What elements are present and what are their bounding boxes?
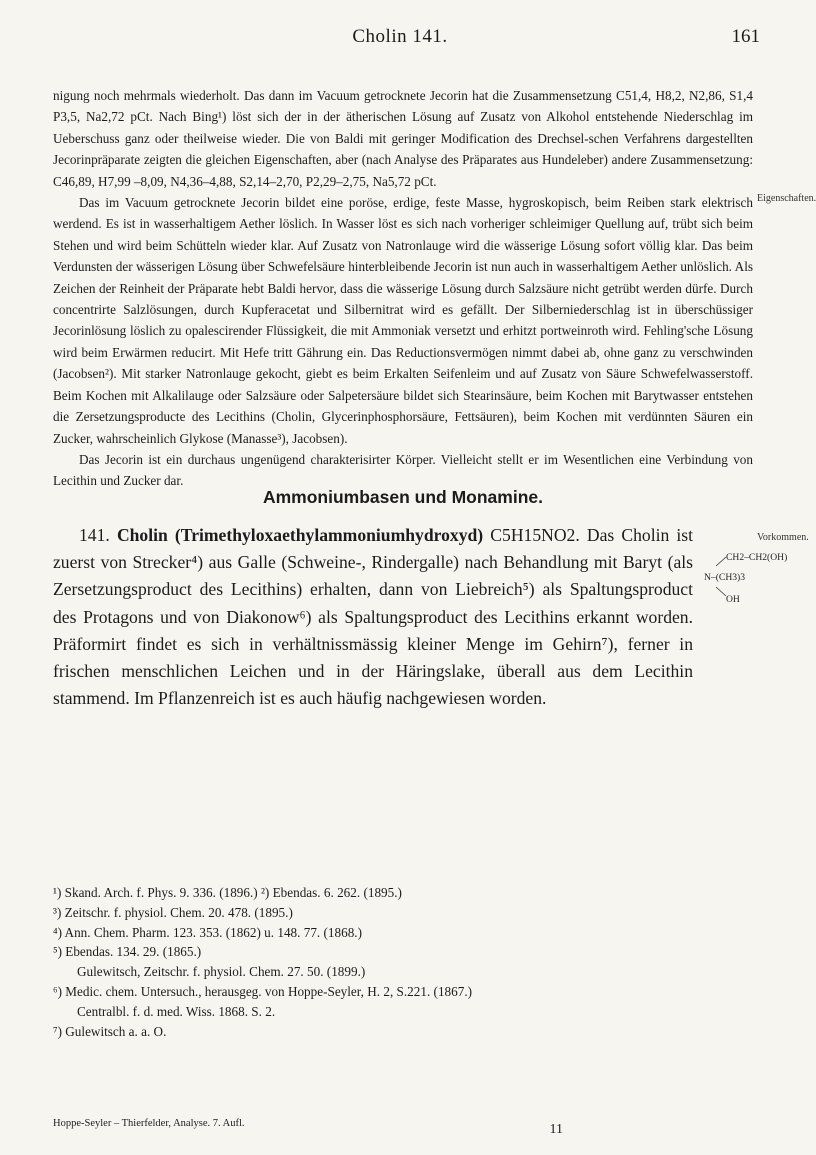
cholin-paragraph xyxy=(53,522,693,712)
paragraph-jecorin-properties: Das im Vacuum getrocknete Jecorin bildet eine poröse, erdige, feste Masse, hygroskopisch, beim Reiben stark elektrisch werdend. Es ist in wasserhaltigem Aether löslich. In Wasser löst es sich nach vorheriger schleimiger Quellung auf, trübt sich beim Stehen und wird beim Schütteln wieder klar. Auf Zusatz von Natronlauge wird die wässerige Lösung sofort völlig klar. Das beim Verdunsten der wässerigen Lösung über Schwefelsäure hinterbleibende Jecorin ist nun auch in wasserhaltigem Aether unlöslich. Als Zeichen der Reinheit der Präparate hebt Baldi hervor, dass die wässerige Lösung durch Salzsäure nicht getrübt werden dürfe. Durch concentrirte Salzlösungen, durch Kupferacetat und Silbernitrat wird es gefällt. Der Silberniederschlag ist in überschüssiger Jecorinlösung löslich zu opalescirender Flüssigkeit, die mit Ammoniak versetzt und erhitzt portweinroth wird. Fehling'sche Lösung wird beim Erwärmen reducirt. Mit Hefe tritt Gährung ein. Das Reductionsvermögen nimmt dabei ab, ohne ganz zu verschwinden (Jacobsen²). Mit starker Natronlauge gekocht, giebt es beim Erkalten Seifenleim und auf Zusatz von Säure Schwefelwasserstoff. Beim Kochen mit Alkalilauge oder Salzsäure oder Salpetersäure bildet sich Stearinsäure, beim Kochen mit Barytwasser entstehen die Zersetzungsproducte des Lecithins (Cholin, Glycerinphosphorsäure, Fettsäuren), beim Kochen mit verdünnten Säuren ein Zucker, wahrscheinlich Glykose (Manasse³), Jacobsen). xyxy=(53,195,753,446)
footnote: ⁶) Medic. chem. Untersuch., herausgeg. von Hoppe-Seyler, H. 2, S.221. (1867.) xyxy=(53,983,473,999)
footnote: ⁴) Ann. Chem. Pharm. 123. 353. (1862) u. 148. 77. (1868.) xyxy=(53,924,362,940)
cholin-text: Das Cholin ist zuerst von Strecker⁴) aus Galle (Schweine-, Rindergalle) nach Behandlung mit Baryt (als Zersetzungsproduct des Lecithins) erhalten, dann von Liebreich⁵) als Spaltungsproduct des Protagons und von Diakonow⁶) als Spaltungsproduct des Lecithins erkannt worden. Präformirt findet es sich in verhältnissmässig kleiner Menge im Gehirn⁷), ferner in frischen menschlichen Leichen und in der Häringslake, überall aus dem Lecithin stammend. Im Pflanzenreich ist es auch häufig nachgewiesen worden. xyxy=(53,525,694,709)
running-title: Cholin 141. xyxy=(352,26,448,47)
footnote: Gulewitsch, Zeitschr. f. physiol. Chem. 27. 50. (1899.) xyxy=(77,964,366,980)
footer-imprint: Hoppe-Seyler – Thierfelder, Analyse. 7. Aufl. xyxy=(53,1118,245,1129)
page-number: 161 xyxy=(731,26,760,47)
structure-formula-bonds xyxy=(702,549,798,607)
margin-note-eigenschaften: Eigenschaften. xyxy=(757,193,816,204)
cholin-formula: C5H15NO2. xyxy=(490,525,580,545)
cholin-number: 141. xyxy=(79,525,110,545)
paragraph-jecorin-composition: nigung noch mehrmals wiederholt. Das dann im Vacuum getrocknete Jecorin hat die Zusammensetzung C51,4, H8,2, N2,86, S1,4 P3,5, Na2,72 pCt. Nach Bing¹) löst sich der in der ätherischen Lösung auf Zusatz von Alkohol entstehende Niederschlag im Ueberschuss ganz oder theilweise wieder. Die von Baldi mit geringer Modification des Drechsel-schen Verfahrens dargestellten Jecorinpräparate zeigten die gleichen Eigenschaften, aber (nach Analyse des Präparates aus Hundeleber) andere Zusammensetzung: C46,89, H7,99 –8,09, N4,36–4,88, S2,14–2,70, P2,29–2,75, Na5,72 pCt. xyxy=(53,88,753,189)
footnote: ³) Zeitschr. f. physiol. Chem. 20. 478. (1895.) xyxy=(53,904,293,920)
footnotes xyxy=(53,883,753,1041)
page-footer xyxy=(53,1118,753,1137)
footnote: Centralbl. f. d. med. Wiss. 1868. S. 2. xyxy=(77,1003,276,1019)
paragraph-jecorin-conclusion: Das Jecorin ist ein durchaus ungenügend charakterisirter Körper. Vielleicht stellt er im Wesentlichen eine Verbindung von Lecithin und Zucker dar. xyxy=(53,451,753,489)
cholin-heading: Cholin (Trimethyloxaethylammoniumhydroxyd) xyxy=(116,525,484,545)
structure-formula xyxy=(702,549,798,607)
running-header xyxy=(40,26,760,50)
formula-top: CH2–CH2(OH) xyxy=(726,552,788,563)
formula-mid: N–(CH3)3 xyxy=(704,572,746,583)
footnote: ⁷) Gulewitsch a. a. O. xyxy=(53,1023,167,1039)
margin-note-vorkommen: Vorkommen. xyxy=(757,532,809,543)
footnote: ⁵) Ebendas. 134. 29. (1865.) xyxy=(53,944,202,960)
footer-signature: 11 xyxy=(549,1122,563,1137)
section-title: Ammoniumbasen und Monamine. xyxy=(262,487,544,507)
formula-bottom: OH xyxy=(726,594,740,605)
body-text-top xyxy=(53,85,753,492)
cholin-section xyxy=(53,522,693,712)
footnote: ¹) Skand. Arch. f. Phys. 9. 336. (1896.) ²) Ebendas. 6. 262. (1895.) xyxy=(53,885,402,900)
